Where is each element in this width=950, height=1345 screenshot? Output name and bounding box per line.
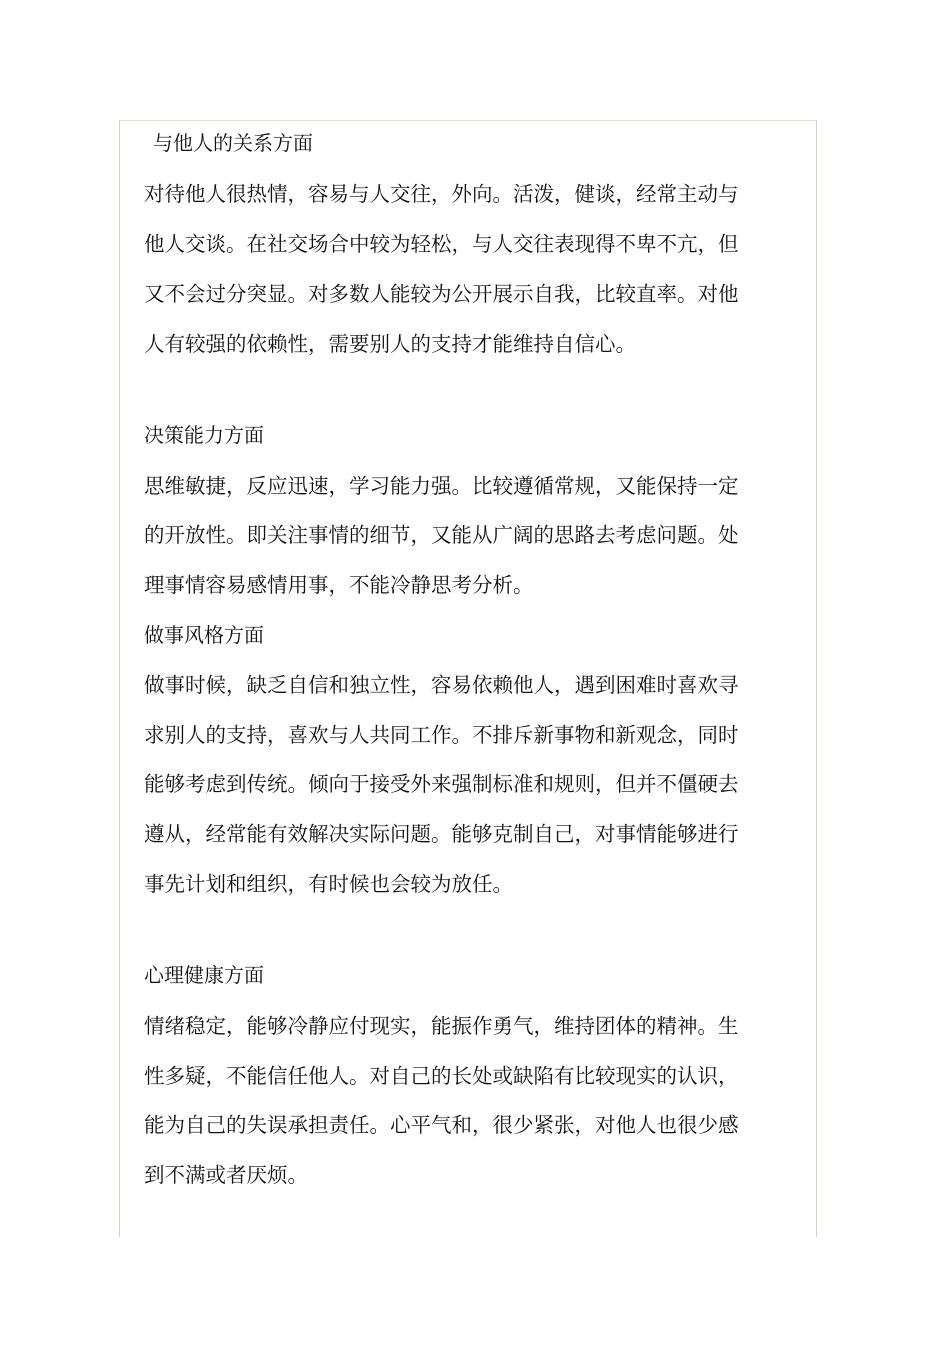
paragraph-line: 遵从，经常能有效解决实际问题。能够克制自己，对事情能够进行 (144, 822, 739, 846)
paragraph-line: 人有较强的依赖性，需要别人的支持才能维持自信心。 (144, 332, 636, 356)
paragraph-line: 能够考虑到传统。倾向于接受外来强制标准和规则，但并不僵硬去 (144, 772, 739, 796)
paragraph-line: 又不会过分突显。对多数人能较为公开展示自我，比较直率。对他 (144, 282, 739, 306)
paragraph-line: 性多疑，不能信任他人。对自己的长处或缺陷有比较现实的认识， (144, 1064, 739, 1088)
paragraph-line: 理事情容易感情用事，不能冷静思考分析。 (144, 573, 534, 597)
section-heading-relationships: 与他人的关系方面 (153, 131, 313, 155)
paragraph-line: 思维敏捷，反应迅速，学习能力强。比较遵循常规，又能保持一定 (144, 474, 739, 498)
paragraph-line: 他人交谈。在社交场合中较为轻松，与人交往表现得不卑不亢，但 (144, 232, 739, 256)
section-heading-decision: 决策能力方面 (144, 423, 264, 447)
paragraph-line: 做事时候，缺乏自信和独立性，容易依赖他人，遇到困难时喜欢寻 (144, 673, 739, 697)
paragraph-line: 能为自己的失误承担责任。心平气和，很少紧张，对他人也很少感 (144, 1113, 739, 1137)
paragraph-line: 求别人的支持，喜欢与人共同工作。不排斥新事物和新观念，同时 (144, 723, 739, 747)
paragraph-line: 事先计划和组织，有时候也会较为放任。 (144, 872, 513, 896)
section-heading-work-style: 做事风格方面 (144, 623, 264, 647)
paragraph-line: 的开放性。即关注事情的细节，又能从广阔的思路去考虑问题。处 (144, 523, 739, 547)
paragraph-line: 情绪稳定，能够冷静应付现实，能振作勇气，维持团体的精神。生 (144, 1014, 739, 1038)
section-heading-mental-health: 心理健康方面 (144, 963, 264, 987)
paragraph-line: 对待他人很热情，容易与人交往，外向。活泼，健谈，经常主动与 (144, 182, 739, 206)
paragraph-line: 到不满或者厌烦。 (144, 1163, 308, 1187)
